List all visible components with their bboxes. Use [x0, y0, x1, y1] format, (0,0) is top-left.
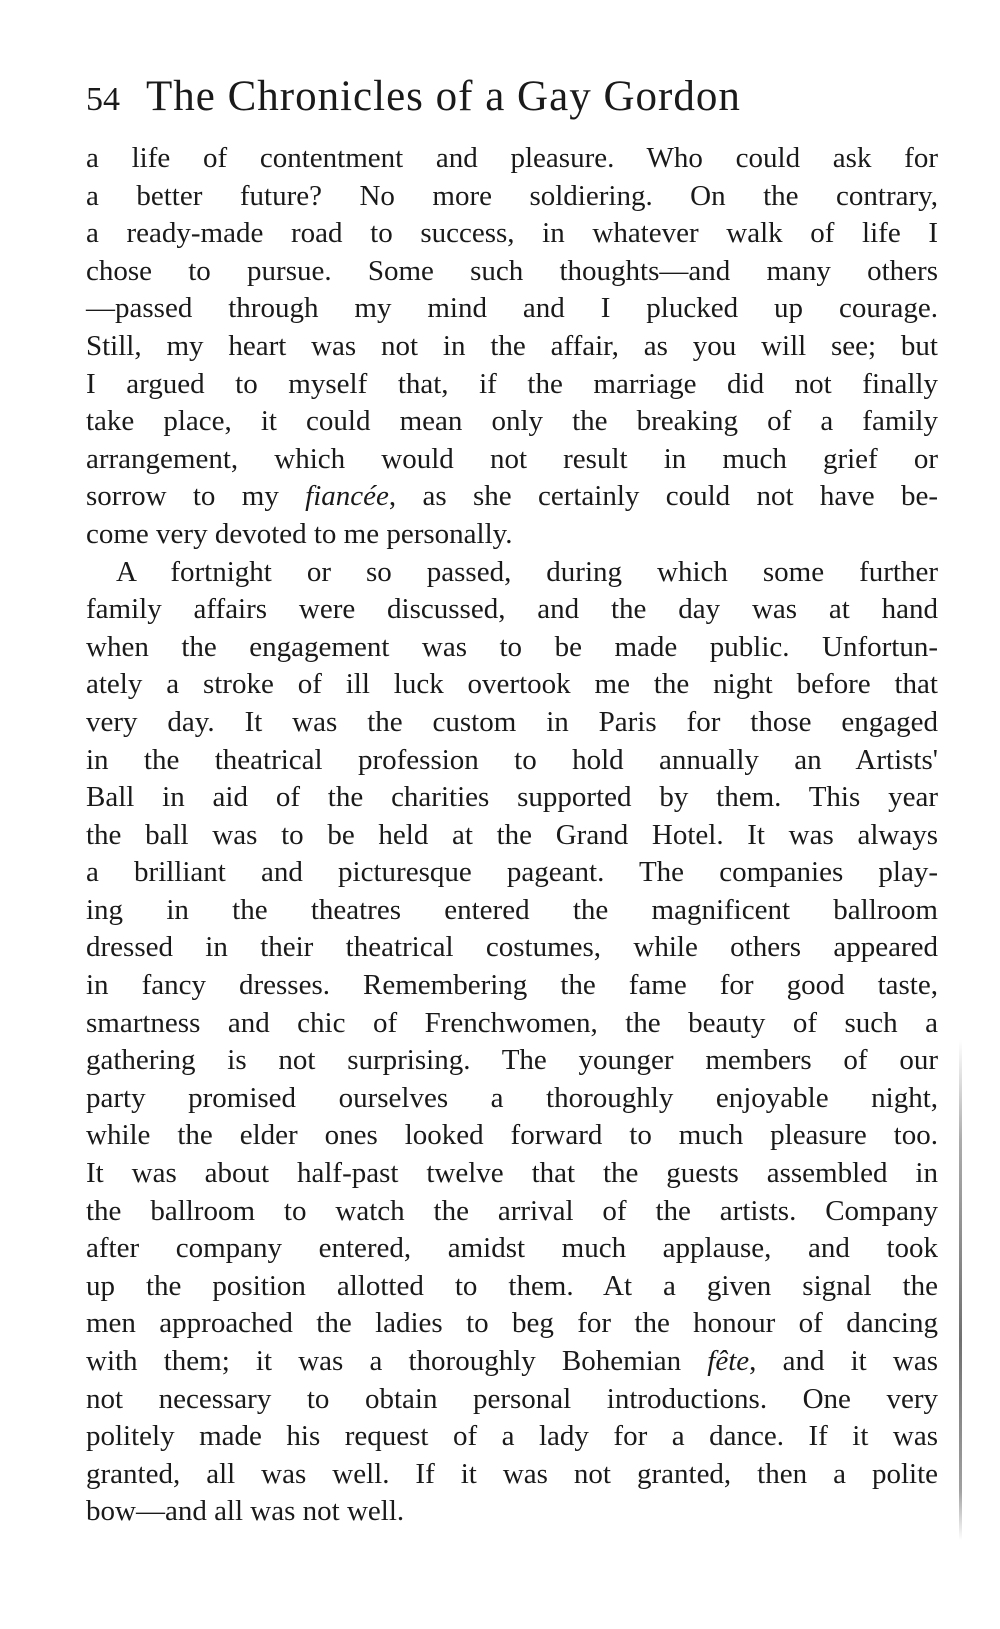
text-line: not necessary to obtain personal introductions. One very [86, 1382, 938, 1415]
running-title: The Chronicles of a Gay Gordon [146, 73, 741, 120]
text-line: granted, all was well. If it was not granted, then a polite [86, 1457, 938, 1490]
text-line: I argued to myself that, if the marriage did not finally [86, 367, 938, 400]
text-line: the ball was to be held at the Grand Hotel. It was always [86, 818, 938, 851]
text-line: a better future? No more soldiering. On the contrary, [86, 179, 938, 212]
text-line: a life of contentment and pleasure. Who could ask for [86, 142, 938, 174]
text-line: when the engagement was to be made public. Unfortun- [86, 630, 938, 663]
text-line: come very devoted to me personally. [86, 517, 513, 550]
text-line: politely made his request of a lady for a dance. If it was [86, 1420, 938, 1453]
text-line: a ready-made road to success, in whatever walk of life I [86, 217, 938, 250]
text-line: up the position allotted to them. At a given signal the [86, 1269, 938, 1302]
text-line: sorrow to my fiancée, as she certainly could not have be- [86, 480, 938, 513]
text-line: with them; it was a thoroughly Bohemian fête, and it was [86, 1345, 938, 1377]
paragraph [86, 140, 938, 554]
text-line: in fancy dresses. Remembering the fame for good taste, [86, 969, 938, 1002]
text-line: while the elder ones looked forward to much pleasure too. [86, 1119, 938, 1152]
text-line: —passed through my mind and I plucked up courage. [86, 292, 938, 325]
text-line: chose to pursue. Some such thoughts—and many others [86, 254, 938, 287]
text-line: very day. It was the custom in Paris for those engaged [86, 705, 938, 738]
text-line: ing in the theatres entered the magnificent ballroom [86, 893, 938, 926]
text-line: It was about half-past twelve that the guests assembled in [86, 1157, 938, 1190]
text-line: A fortnight or so passed, during which some further [116, 555, 938, 588]
text-line: ately a stroke of ill luck overtook me the night before that [86, 668, 938, 701]
text-line: family affairs were discussed, and the day was at hand [86, 593, 938, 626]
text-line: party promised ourselves a thoroughly enjoyable night, [86, 1081, 938, 1114]
running-header [86, 72, 886, 121]
text-line: Ball in aid of the charities supported by them. This year [86, 781, 938, 814]
text-line: gathering is not surprising. The younger members of our [86, 1044, 938, 1077]
page-edge-shadow [959, 1040, 962, 1540]
text-line: bow—and all was not well. [86, 1495, 405, 1528]
text-line: dressed in their theatrical costumes, while others appeared [86, 931, 938, 964]
text-line: arrangement, which would not result in much grief or [86, 442, 938, 475]
text-line: Still, my heart was not in the affair, as you will see; but [86, 329, 938, 362]
paragraph [86, 554, 938, 1531]
text-line: take place, it could mean only the breaking of a family [86, 405, 938, 438]
text-line: the ballroom to watch the arrival of the artists. Company [86, 1194, 938, 1227]
text-line: in the theatrical profession to hold annually an Artists' [86, 743, 938, 776]
text-line: after company entered, amidst much applause, and took [86, 1232, 938, 1265]
page-number: 54 [86, 81, 120, 118]
text-line: men approached the ladies to beg for the honour of dancing [86, 1307, 938, 1340]
text-line: smartness and chic of Frenchwomen, the beauty of such a [86, 1006, 938, 1039]
text-line: a brilliant and picturesque pageant. The companies play- [86, 856, 938, 889]
page-body [86, 140, 938, 1531]
